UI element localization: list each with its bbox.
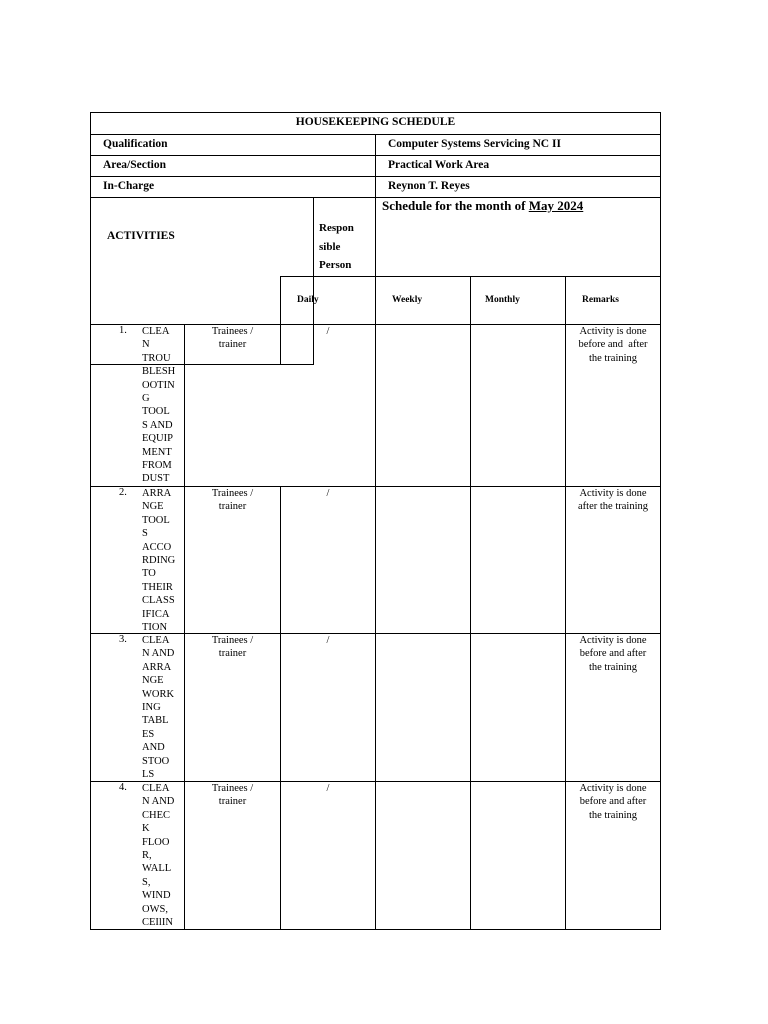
daily-mark: / bbox=[326, 488, 330, 499]
daily-mark: / bbox=[326, 783, 330, 794]
page-title: HOUSEKEEPING SCHEDULE bbox=[295, 116, 456, 128]
daily-mark: / bbox=[326, 635, 330, 646]
responsible-person: Trainees / trainer bbox=[211, 488, 254, 513]
activity-text: ARRA NGE TOOL S ACCO RDING TO THEIR CLASS IFICA TION bbox=[142, 488, 176, 634]
area-label: Area/Section bbox=[103, 159, 167, 171]
table-border-left bbox=[90, 112, 91, 930]
table-line bbox=[565, 276, 566, 930]
row-number: 1. bbox=[119, 325, 127, 336]
activity-text: CLEA N TROU BLESH OOTIN G TOOL S AND EQUIP MENT FROM DUST bbox=[142, 326, 176, 485]
responsible-person: Trainees / trainer bbox=[211, 783, 254, 808]
table-line bbox=[375, 134, 376, 277]
activity-text: CLEA N AND CHEC K FLOO R, WALL S, WIND OWS, CEIlIN bbox=[142, 783, 175, 929]
daily-column-header: Daily bbox=[297, 295, 319, 305]
weekly-column-header: Weekly bbox=[392, 295, 423, 305]
schedule-month-heading bbox=[382, 198, 583, 214]
daily-mark: / bbox=[326, 326, 330, 337]
table-border-top bbox=[90, 112, 661, 113]
table-line bbox=[280, 486, 281, 930]
responsible-person: Trainees / trainer bbox=[211, 635, 254, 660]
remarks: Activity is done before and after the training bbox=[579, 635, 647, 673]
row-number: 4. bbox=[119, 782, 127, 793]
schedule-prefix: Schedule for the month of bbox=[382, 198, 529, 213]
monthly-column-header: Monthly bbox=[485, 295, 520, 305]
table-line bbox=[313, 197, 314, 365]
table-line bbox=[470, 276, 471, 930]
responsible-person-header: Respon sible Person bbox=[319, 222, 354, 271]
table-line bbox=[184, 324, 185, 930]
area-value: Practical Work Area bbox=[388, 159, 490, 171]
activities-header: ACTIVITIES bbox=[107, 230, 175, 242]
qualification-value: Computer Systems Servicing NC II bbox=[388, 138, 561, 150]
in-charge-value: Reynon T. Reyes bbox=[388, 180, 470, 192]
activity-text: CLEA N AND ARRA NGE WORK ING TABL ES AND STOO LS bbox=[142, 635, 175, 781]
table-line bbox=[375, 276, 376, 930]
remarks: Activity is done before and after the training bbox=[578, 326, 648, 364]
remarks: Activity is done before and after the training bbox=[579, 783, 647, 821]
qualification-label: Qualification bbox=[103, 138, 168, 150]
row-number: 3. bbox=[119, 634, 127, 645]
schedule-month: May 2024 bbox=[528, 198, 584, 213]
row-number: 2. bbox=[119, 487, 127, 498]
remarks: Activity is done after the training bbox=[578, 488, 648, 513]
responsible-person: Trainees / trainer bbox=[211, 326, 254, 351]
remarks-column-header: Remarks bbox=[582, 295, 619, 305]
in-charge-label: In-Charge bbox=[103, 180, 155, 192]
